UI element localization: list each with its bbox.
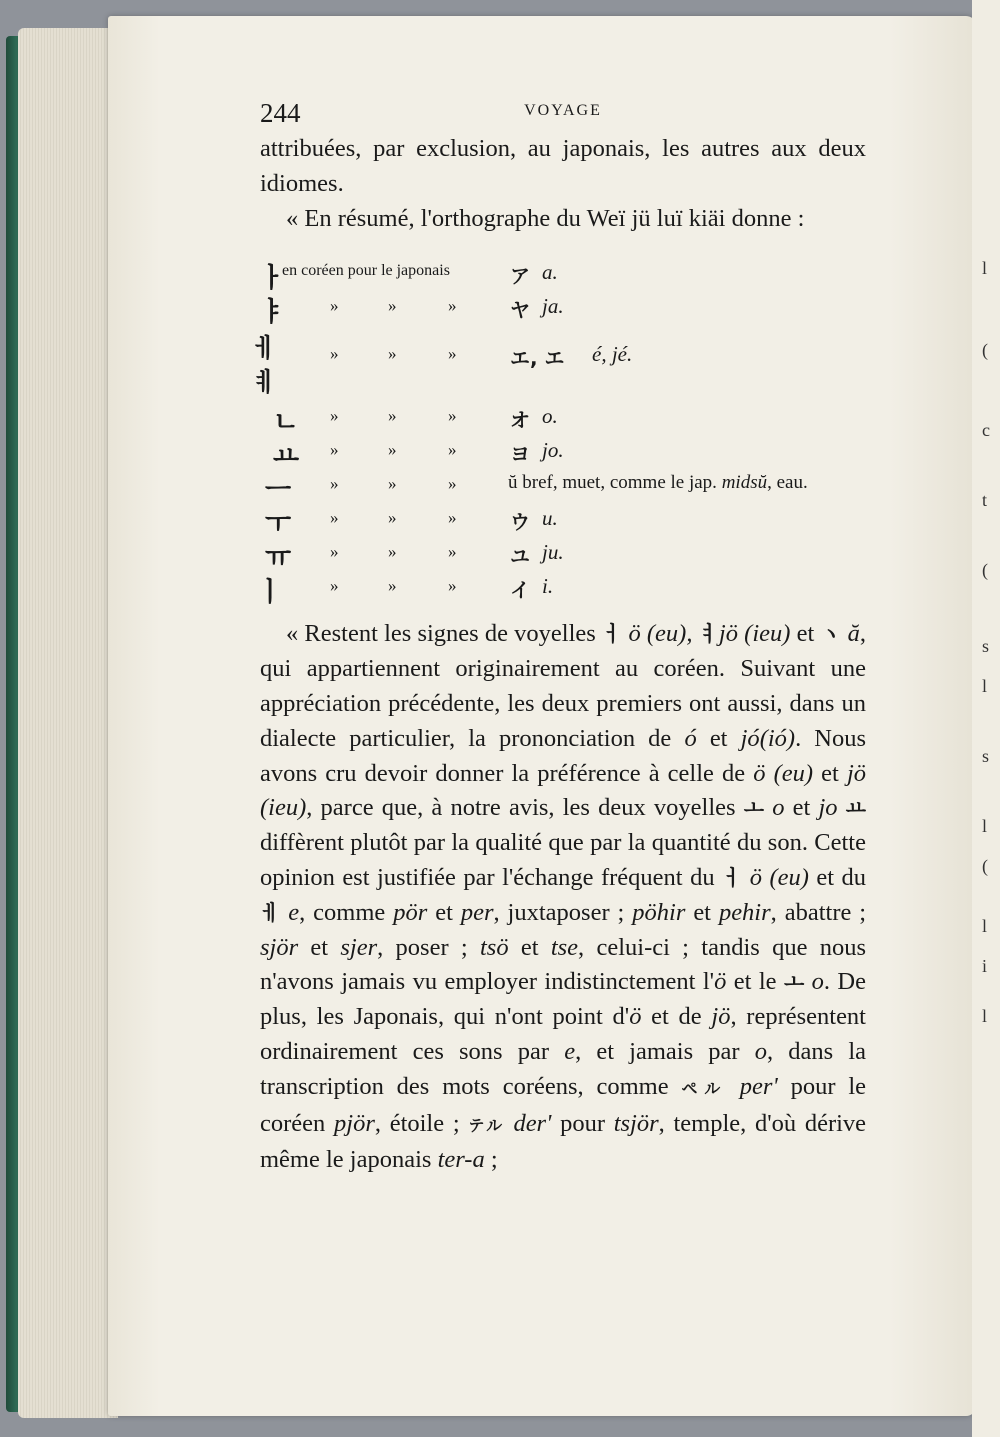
text-run: tsö [479, 933, 509, 961]
ditto-mark: » [330, 344, 339, 364]
text-run: , étoile ; [374, 1109, 460, 1137]
next-page-fragment: c [982, 420, 990, 440]
text-run: , comme [299, 898, 386, 926]
table-row [260, 470, 866, 507]
korean-glyph: ㅗ [783, 970, 805, 995]
transcription-text-end: , eau. [767, 472, 808, 494]
ditto-mark: » [448, 296, 457, 316]
transcription [508, 472, 808, 494]
korean-glyph: ㅓ [601, 622, 623, 647]
text-run: ö [753, 759, 766, 787]
ditto-mark: » [330, 542, 339, 562]
ditto-mark: » [388, 296, 397, 316]
text-run: pöhir [632, 898, 686, 926]
next-page-fragment: ( [982, 560, 988, 580]
text-run: ö [714, 968, 727, 996]
transcription: a. [542, 260, 558, 285]
table-row [258, 258, 866, 295]
text-run: (ieu) [260, 794, 307, 822]
next-page-fragment: t [982, 490, 988, 510]
ditto-mark: » [448, 440, 457, 460]
text-run: et [310, 933, 329, 961]
table-row [260, 504, 866, 541]
ditto-mark: » [448, 508, 457, 528]
korean-vowel: ㅏ [258, 263, 286, 295]
text-run: , représentent ordinairement ces sons par [260, 1003, 866, 1065]
text-run: et [821, 759, 839, 787]
text-run: , poser ; [377, 933, 468, 961]
korean-vowel: ㅜ [264, 509, 292, 541]
text-run: sjer [340, 933, 378, 961]
japanese-kana: オ [510, 408, 530, 433]
transcription: ju. [542, 540, 564, 565]
text-run: , parce que, à notre avis, les deux voyelles [306, 794, 736, 822]
text-run: o [811, 968, 824, 996]
text-run: tsjör [613, 1109, 659, 1137]
next-page-edge [972, 0, 1000, 1437]
text-run: , qui appartiennent originairement au coréen. Suivant une appréciation précédente, les deux premiers ont aussi, dans un dialecte particulier, la prononciation de [260, 620, 867, 752]
ditto-mark: » [388, 406, 397, 426]
text-run: e [288, 898, 300, 926]
transcription: é, jé. [592, 342, 633, 367]
table-label: en coréen pour le japonais [282, 262, 450, 280]
intro-paragraph-2: « En résumé, l'orthographe du Weï jü luï kiäi donne : [286, 204, 805, 232]
next-page-fragment: ( [982, 340, 988, 360]
ditto-mark: » [388, 542, 397, 562]
text-run: et [520, 933, 539, 961]
text-run: per [460, 898, 494, 926]
transcription: ja. [542, 294, 564, 319]
ditto-mark: » [388, 440, 397, 460]
text-run: jö [711, 1003, 731, 1031]
ditto-mark: » [330, 474, 339, 494]
text-run: , juxtaposer ; [493, 898, 625, 926]
next-page-fragment: i [982, 956, 988, 976]
text-run: jo [818, 794, 838, 822]
korean-glyph: ㅗ [743, 796, 765, 821]
text-run: ö [629, 1003, 642, 1031]
page-content [252, 98, 867, 1178]
text-run: , celui-ci ; tandis que nous n'avons jamais vu employer indistinctement l' [260, 933, 867, 996]
korean-vowel: ㅛ [272, 441, 300, 473]
text-run: pjör [334, 1109, 375, 1137]
text-run: e [564, 1037, 576, 1065]
text-run: et [792, 794, 811, 822]
japanese-kana: ユ [510, 544, 530, 569]
table-row [252, 334, 866, 400]
page-number: 244 [260, 98, 301, 128]
ditto-mark: » [388, 344, 397, 364]
ditto-mark: » [388, 474, 397, 494]
page-edges [18, 28, 118, 1418]
next-page-fragment: l [982, 916, 988, 936]
text-run: et [693, 898, 711, 926]
text-run: tse [550, 933, 579, 961]
table-row [256, 572, 866, 609]
running-head: VOYAGE [524, 102, 602, 119]
text-run: . De plus, les Japonais, qui n'ont point d' [260, 968, 867, 1031]
text-run: et du [816, 863, 867, 891]
text-run: ă [847, 620, 860, 648]
ditto-mark: » [448, 576, 457, 596]
text-run: jö [846, 759, 867, 787]
intro-paragraph-1: attribuées, par exclusion, au japonais, les autres aux deux idiomes. [260, 135, 866, 197]
japanese-kana: ウ [510, 510, 530, 535]
transcription: i. [542, 574, 554, 599]
text-run: pour [560, 1109, 605, 1137]
text-run: , et jamais par [575, 1037, 740, 1065]
text-run: diffèrent plutôt par la qualité que par la quantité du son. Cette opinion est justifiée par l'échange fréquent du [260, 829, 866, 891]
transcription: jo. [542, 438, 564, 463]
ditto-mark: » [388, 508, 397, 528]
text-run: o [754, 1037, 767, 1065]
text-run: « Restent les signes de voyelles [286, 620, 596, 648]
korean-vowel: ㅠ [264, 543, 292, 575]
text-run: ter-a [437, 1146, 485, 1174]
text-run: jö [718, 620, 738, 648]
ditto-mark: » [330, 576, 339, 596]
next-page-fragment: s [982, 746, 990, 766]
transcription: u. [542, 506, 558, 531]
korean-glyph: ㅕ [698, 622, 719, 647]
text-run: (eu) [769, 863, 809, 891]
text-run: . Nous avons cru devoir donner la préférence à celle de [260, 724, 867, 787]
ditto-mark: » [448, 542, 457, 562]
ditto-mark: » [448, 406, 457, 426]
korean-glyph: ㅛ [845, 796, 867, 821]
next-page-fragment: l [982, 258, 988, 278]
korean-vowel: ㅣ [256, 577, 284, 609]
text-run: (eu), [646, 620, 693, 648]
japanese-glyph: テル [468, 1115, 505, 1135]
next-page-fragment: ( [982, 856, 988, 876]
text-run: (eu) [773, 759, 814, 787]
transcription-word: midsŭ [721, 472, 768, 494]
japanese-kana: ア [510, 264, 530, 289]
next-page-fragment: l [982, 1006, 988, 1026]
text-run: ; [490, 1146, 498, 1174]
japanese-kana: エ, エ [510, 346, 565, 371]
text-run: (ieu) [744, 620, 791, 648]
korean-glyph: ㅔ [260, 900, 281, 925]
text-run: pör [393, 898, 428, 926]
table-row [260, 538, 866, 575]
text-run: o [772, 794, 785, 822]
korean-vowel: ㅑ [258, 297, 286, 329]
text-run: per' [739, 1072, 778, 1100]
text-run: , abattre ; [770, 898, 867, 926]
korean-vowel: ㅖ [252, 368, 278, 399]
text-run: ö [749, 863, 763, 891]
japanese-kana: イ [510, 578, 530, 603]
text-run: et [796, 620, 815, 648]
text-run: pour le coréen [260, 1072, 867, 1137]
ditto-mark: » [388, 576, 397, 596]
text-run: et de [651, 1003, 702, 1031]
page-header [260, 98, 866, 132]
text-run: pehir [718, 898, 771, 926]
text-run: der' [513, 1109, 552, 1137]
body-paragraph [260, 617, 866, 1178]
table-row [258, 292, 866, 329]
next-page-fragment: s [982, 636, 990, 656]
next-page-fragment: l [982, 816, 988, 836]
text-run: , temple, d'où dérive même le japonais [260, 1109, 867, 1174]
text-run: (ió) [759, 724, 796, 752]
korean-glyph: ㅓ [722, 865, 743, 890]
text-run: , dans la transcription des mots coréens, comme [260, 1037, 867, 1100]
japanese-kana: ヤ [510, 298, 530, 323]
ditto-mark: » [330, 296, 339, 316]
text-run: sjör [260, 933, 299, 961]
korean-vowel: ㅔ [252, 334, 278, 365]
text-run: ö [628, 620, 641, 648]
ditto-mark: » [330, 406, 339, 426]
table-row [260, 402, 866, 439]
japanese-glyph: ペル [681, 1078, 727, 1098]
next-page-fragment: l [982, 676, 988, 696]
korean-vowel: ㅡ [264, 475, 292, 507]
text-run: jó [740, 724, 760, 752]
japanese-kana: ヨ [510, 442, 530, 467]
korean-glyph: ヽ [820, 622, 842, 647]
vowel-correspondence-table [252, 258, 866, 609]
text-run: et le [733, 968, 777, 996]
ditto-mark: » [330, 440, 339, 460]
ditto-mark: » [448, 474, 457, 494]
text-run: et [435, 898, 453, 926]
transcription: o. [542, 404, 558, 429]
ditto-mark: » [330, 508, 339, 528]
transcription-text: ŭ bref, muet, comme le jap. [508, 472, 717, 494]
text-run: ó [684, 724, 697, 752]
table-row [260, 436, 866, 473]
korean-vowel: ㄴ [272, 407, 300, 439]
ditto-mark: » [448, 344, 457, 364]
text-run: et [709, 724, 728, 752]
